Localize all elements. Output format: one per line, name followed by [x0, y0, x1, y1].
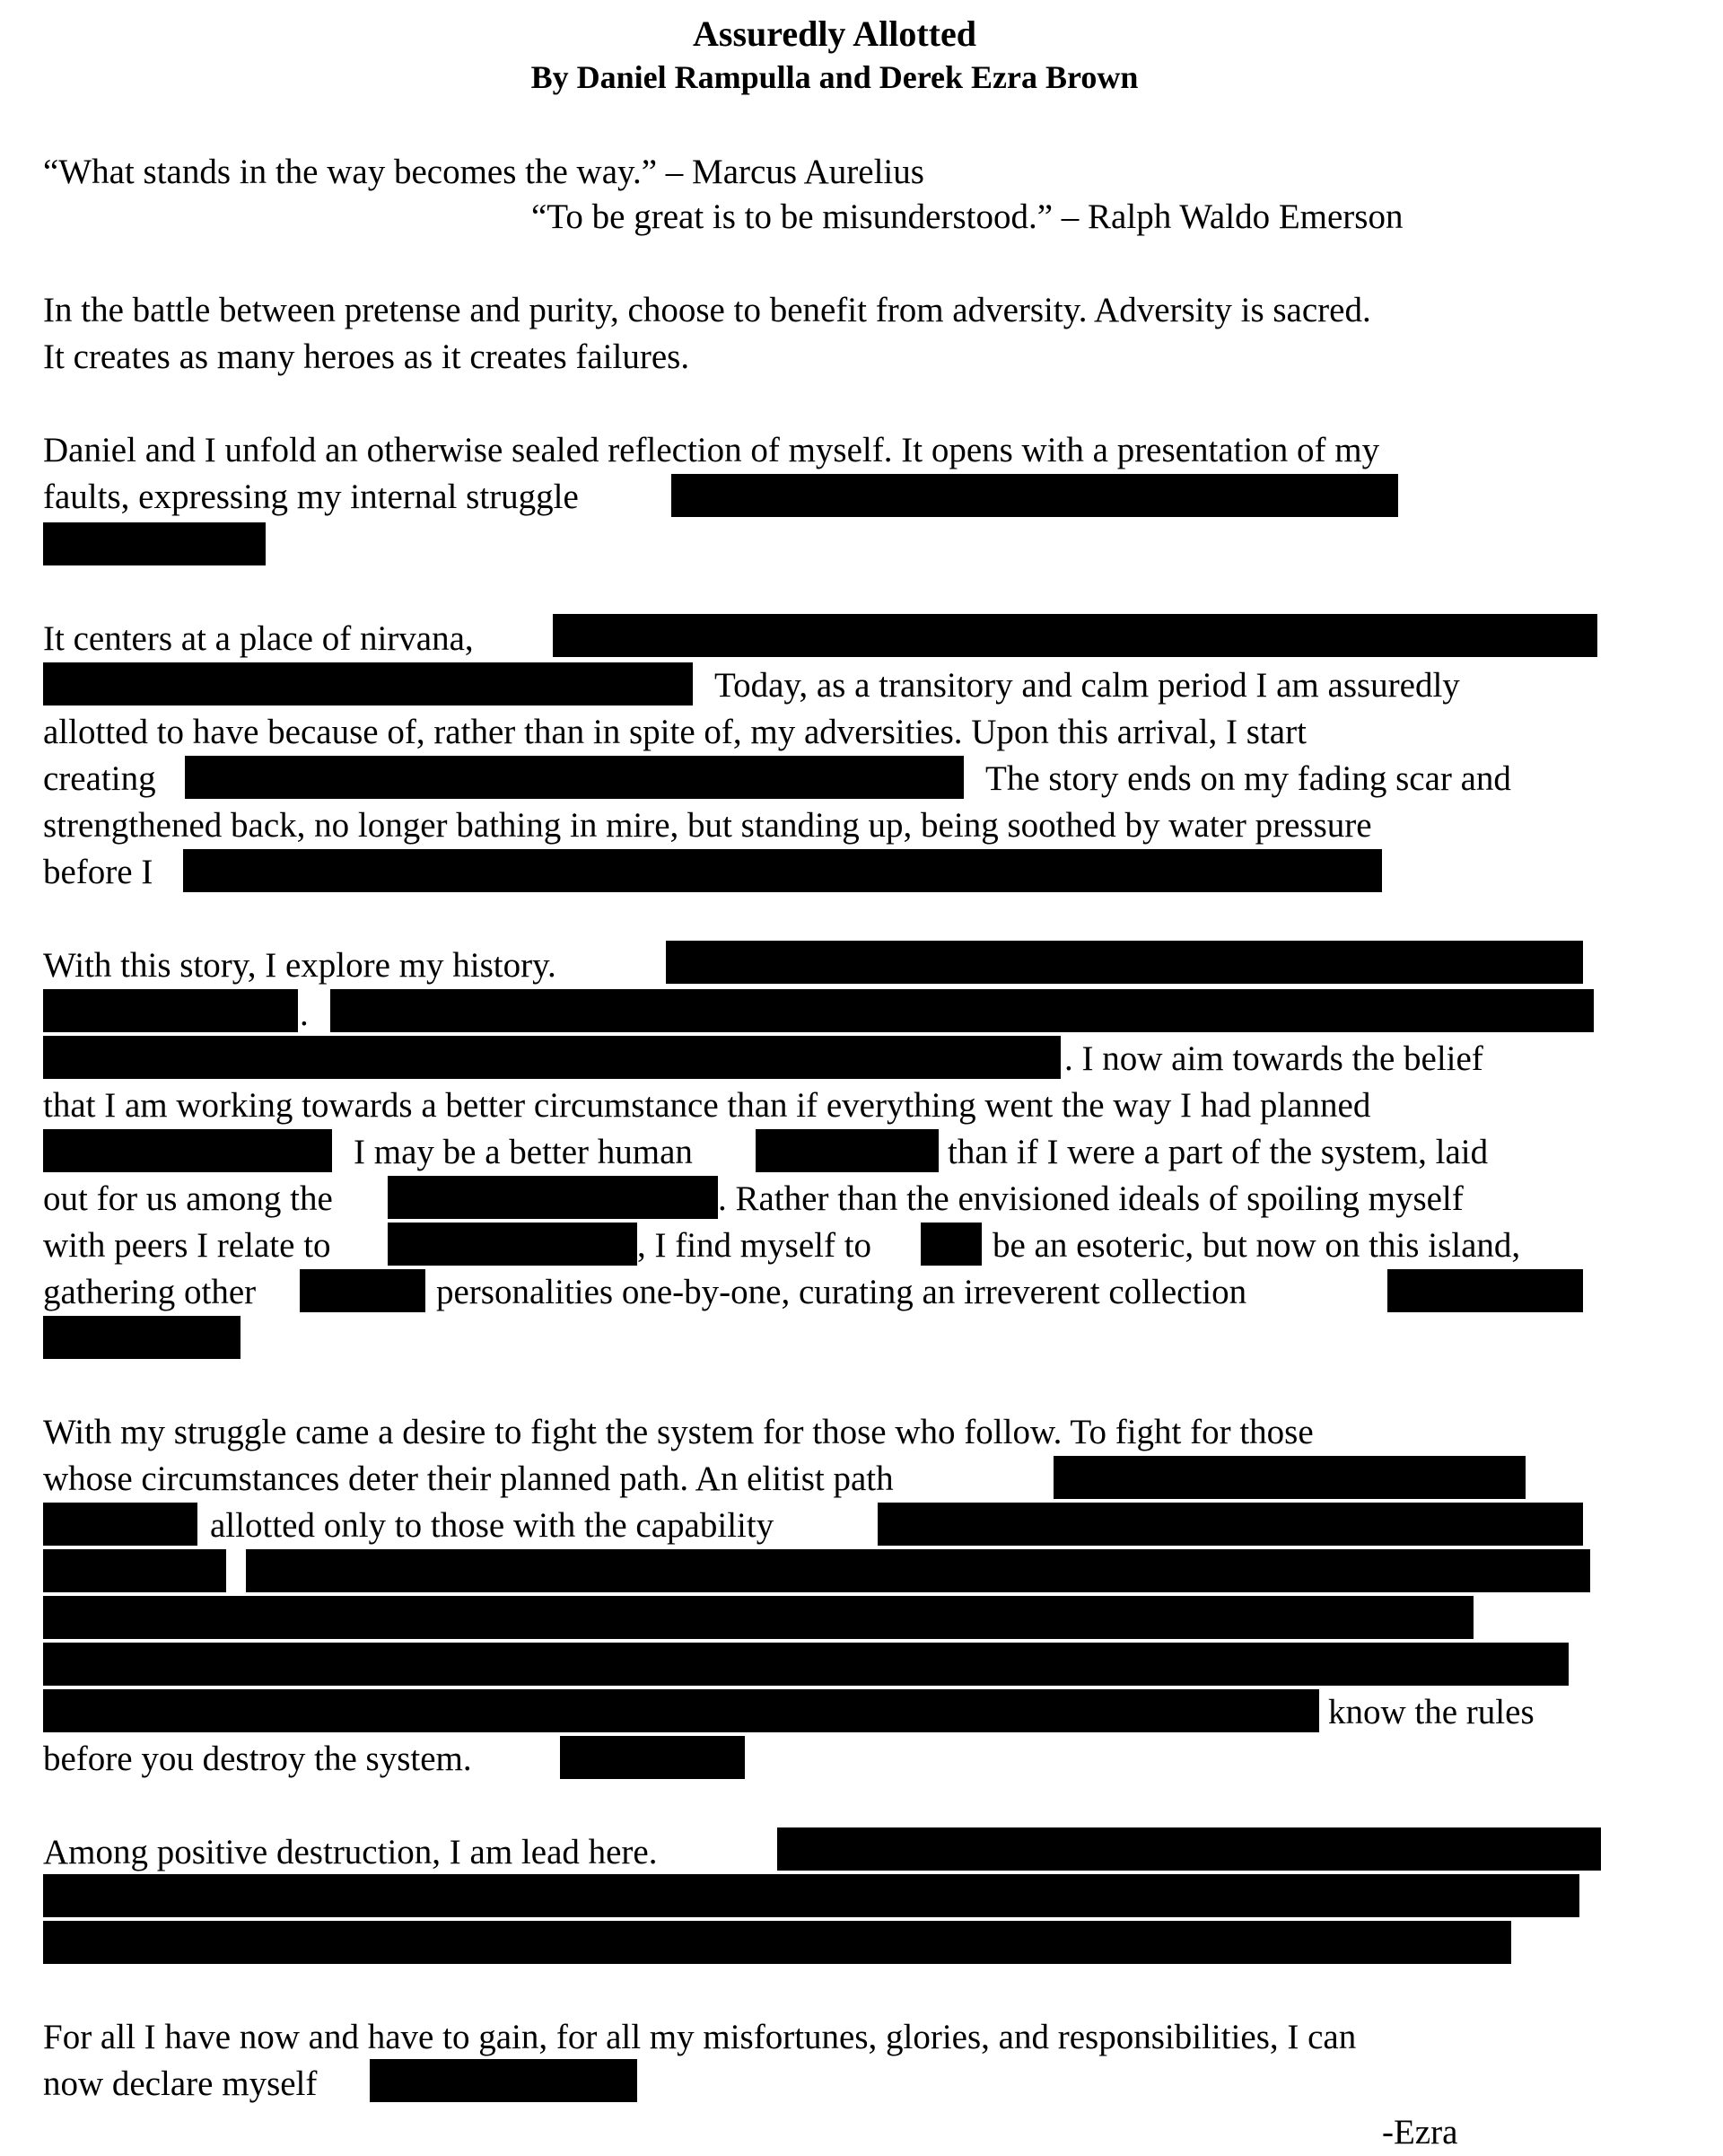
redaction-bar	[43, 1596, 1474, 1639]
paragraph-4-line-7a: with peers I relate to	[43, 1226, 331, 1265]
redaction-bar	[671, 474, 1398, 517]
redaction-bar	[777, 1827, 1601, 1871]
redaction-bar	[43, 1316, 241, 1359]
paragraph-1-line-2: It creates as many heroes as it creates failures.	[43, 337, 690, 376]
redaction-bar	[300, 1269, 425, 1312]
paragraph-4-line-5b: than if I were a part of the system, laid	[948, 1133, 1489, 1171]
redaction-bar	[43, 1921, 1511, 1964]
paragraph-5-line-3: allotted only to those with the capability	[210, 1506, 774, 1545]
paragraph-1-line-1: In the battle between pretense and purity, choose to benefit from adversity. Adversity is sacred.	[43, 291, 1371, 329]
paragraph-5-line-8: know the rules	[1328, 1693, 1535, 1731]
paragraph-2-line-1: Daniel and I unfold an otherwise sealed reflection of myself. It opens with a presentation of my	[43, 431, 1380, 469]
redaction-bar	[43, 989, 298, 1032]
paragraph-4-line-6a: out for us among the	[43, 1179, 333, 1218]
redaction-bar	[43, 1549, 226, 1592]
redaction-bar	[388, 1223, 637, 1266]
paragraph-3-line-5: strengthened back, no longer bathing in mire, but standing up, being soothed by water pressure	[43, 806, 1372, 845]
paragraph-3-line-1: It centers at a place of nirvana,	[43, 619, 474, 658]
redaction-bar	[246, 1549, 1590, 1592]
document-byline: By Daniel Rampulla and Derek Ezra Brown	[530, 59, 1139, 95]
paragraph-4-line-4: that I am working towards a better circumstance than if everything went the way I had planned	[43, 1086, 1371, 1125]
redaction-bar	[1387, 1269, 1583, 1312]
redaction-bar	[43, 1874, 1579, 1917]
paragraph-3-line-3: allotted to have because of, rather than in spite of, my adversities. Upon this arrival, I start	[43, 713, 1307, 751]
redaction-bar	[370, 2059, 637, 2102]
redaction-bar	[330, 989, 1594, 1032]
redaction-bar	[1054, 1456, 1526, 1499]
paragraph-3-line-2: Today, as a transitory and calm period I am assuredly	[714, 666, 1460, 705]
quote-marcus-aurelius: “What stands in the way becomes the way.” – Marcus Aurelius	[43, 153, 924, 191]
document-title: Assuredly Allotted	[693, 13, 976, 54]
paragraph-5-line-1: With my struggle came a desire to fight the system for those who follow. To fight for those	[43, 1413, 1314, 1451]
paragraph-4-period: .	[300, 995, 309, 1033]
redaction-bar	[43, 1643, 1569, 1686]
paragraph-5-line-9: before you destroy the system.	[43, 1740, 472, 1778]
redaction-bar	[43, 1036, 1061, 1079]
redaction-bar	[185, 756, 964, 799]
paragraph-4-line-5a: I may be a better human	[354, 1133, 693, 1171]
paragraph-3-line-4a: creating	[43, 759, 156, 798]
paragraph-3-line-6: before I	[43, 853, 153, 891]
paragraph-5-line-2: whose circumstances deter their planned path. An elitist path	[43, 1459, 894, 1498]
paragraph-3-line-4b: The story ends on my fading scar and	[985, 759, 1511, 798]
redaction-bar	[756, 1129, 939, 1172]
paragraph-6-line-1: Among positive destruction, I am lead here.	[43, 1833, 658, 1871]
paragraph-4-line-8a: gathering other	[43, 1273, 257, 1311]
redaction-bar	[43, 1503, 197, 1546]
redaction-bar	[43, 662, 693, 706]
redaction-bar	[921, 1223, 982, 1266]
redaction-bar	[43, 1689, 1319, 1732]
paragraph-4-line-1: With this story, I explore my history.	[43, 946, 556, 985]
redaction-bar	[183, 849, 1382, 892]
signature: -Ezra	[1382, 2113, 1458, 2152]
paragraph-7-line-2: now declare myself	[43, 2064, 318, 2103]
quote-emerson: “To be great is to be misunderstood.” – Ralph Waldo Emerson	[531, 197, 1404, 236]
redaction-bar	[553, 614, 1597, 657]
redaction-bar	[878, 1503, 1583, 1546]
redaction-bar	[43, 1129, 332, 1172]
paragraph-2-line-2: faults, expressing my internal struggle	[43, 478, 579, 516]
paragraph-7-line-1: For all I have now and have to gain, for all my misfortunes, glories, and responsibilities, I can	[43, 2018, 1357, 2056]
redaction-bar	[388, 1176, 718, 1219]
redaction-bar	[666, 941, 1583, 984]
redaction-bar	[560, 1736, 745, 1779]
paragraph-4-line-7c: be an esoteric, but now on this island,	[993, 1226, 1521, 1265]
paragraph-4-line-6b: . Rather than the envisioned ideals of spoiling myself	[718, 1179, 1464, 1218]
paragraph-4-line-3: . I now aim towards the belief	[1064, 1039, 1483, 1078]
paragraph-4-line-8b: personalities one-by-one, curating an irreverent collection	[436, 1273, 1247, 1311]
redaction-bar	[43, 522, 266, 565]
paragraph-4-line-7b: , I find myself to	[637, 1226, 872, 1265]
